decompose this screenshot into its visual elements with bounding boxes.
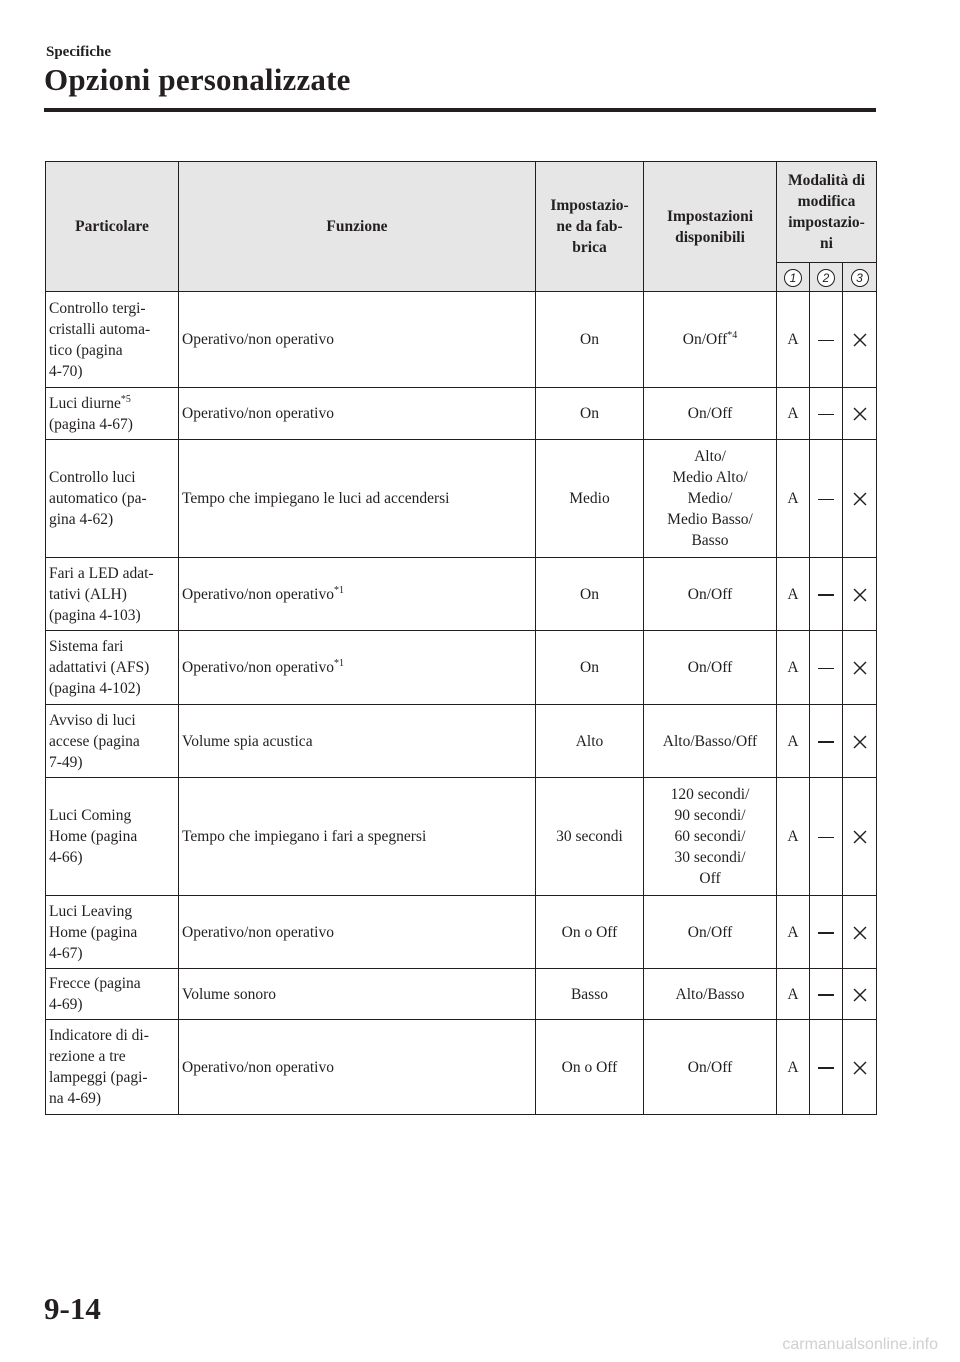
mode-2-header (810, 263, 843, 292)
available-line: Medio Alto/ (672, 469, 748, 486)
item-footnote: *5 (120, 393, 131, 405)
watermark: carmanualsonline.info (782, 1336, 938, 1353)
table-row (46, 1020, 877, 1115)
mode-1-header (777, 263, 810, 292)
cell-function (179, 969, 536, 1020)
cross-icon (852, 733, 868, 750)
cell-default: On o Off (536, 1020, 644, 1115)
cell-item (46, 440, 179, 558)
available-line: On/Off (687, 1058, 733, 1076)
item-line: Home (pagina (49, 923, 138, 941)
available-line: On/Off$^{*4}$ (682, 329, 738, 348)
available-line: 30 secondi/ (674, 849, 746, 866)
column-header-available (644, 162, 777, 292)
dash-mark (818, 594, 834, 596)
item-line: lampeggi (pagi- (49, 1069, 148, 1086)
cell-item (46, 896, 179, 969)
cell-function (179, 440, 536, 558)
available-line: 90 secondi/ (674, 807, 746, 824)
cell-default: On (536, 388, 644, 440)
available-line: 60 secondi/ (674, 828, 746, 845)
cell-mode-2 (810, 969, 843, 1020)
cell-function (179, 778, 536, 896)
column-header-function: Funzione (179, 162, 536, 292)
item-line: 4-69) (49, 996, 83, 1013)
function-text: Operativo/non operativo (182, 585, 334, 603)
cell-default: On o Off (536, 896, 644, 969)
function-text: Operativo/non operativo (182, 659, 334, 676)
table-body (46, 292, 877, 1115)
item-line: Avviso di luci (49, 711, 136, 729)
function-footnote: *1 (333, 657, 344, 669)
item-line: tico (pagina (49, 341, 123, 359)
cross-icon (852, 586, 868, 603)
available-footnote: *4 (727, 329, 738, 341)
cell-available (644, 558, 777, 631)
item-line: Luci Coming (49, 807, 132, 824)
cell-available (644, 440, 777, 558)
table-row (46, 705, 877, 778)
cell-available (644, 896, 777, 969)
cell-mode-1: A (777, 969, 810, 1020)
item-line: na 4-69) (49, 1090, 102, 1107)
available-line: On/Off (687, 923, 733, 941)
item-line: 4-70) (49, 362, 83, 380)
item-line: rezione a tre (49, 1048, 126, 1065)
cross-icon (852, 490, 868, 507)
cell-mode-3 (843, 388, 877, 440)
dash-mark (818, 414, 834, 416)
item-line: Fari a LED adat- (49, 564, 154, 582)
cell-item (46, 969, 179, 1020)
table-row (46, 778, 877, 896)
function-text: Operativo/non operativo (182, 1058, 334, 1076)
function-text: Operativo/non operativo (182, 331, 334, 348)
cell-default: On (536, 631, 644, 705)
cell-available (644, 778, 777, 896)
cell-mode-2 (810, 896, 843, 969)
item-line: Luci Leaving (49, 902, 133, 920)
available-line: On/Off (687, 659, 733, 676)
item-line: Sistema fari (49, 638, 124, 655)
dash-mark (818, 994, 834, 996)
column-header-available-line: Impostazioni (666, 207, 754, 225)
cross-icon (852, 331, 868, 348)
column-header-modes-line: ni (820, 235, 833, 252)
function-text: Operativo/non operativo (182, 405, 334, 422)
available-line: Off (699, 870, 721, 887)
cell-function (179, 1020, 536, 1115)
table-row (46, 631, 877, 705)
function-footnote: *1 (333, 584, 344, 596)
cell-function (179, 558, 536, 631)
item-line: (pagina 4-103) (49, 606, 141, 624)
column-header-modes-line: Modalità di (787, 172, 866, 189)
item-line: cristalli automa- (49, 320, 151, 338)
dash-mark (818, 837, 834, 839)
cell-available (644, 1020, 777, 1115)
cell-mode-3 (843, 631, 877, 705)
available-line: Alto/Basso/Off (662, 732, 758, 750)
function-text: Tempo che impiegano le luci ad accendersi (182, 490, 450, 507)
cell-mode-1: A (777, 558, 810, 631)
column-header-default-line: ne da fab- (556, 218, 623, 235)
cell-available (644, 631, 777, 705)
cell-mode-1: A (777, 705, 810, 778)
cross-icon (852, 405, 868, 422)
cell-item (46, 631, 179, 705)
cell-mode-1: A (777, 440, 810, 558)
cell-available (644, 292, 777, 388)
cell-item (46, 388, 179, 440)
function-text: Volume spia acustica (182, 732, 313, 750)
cell-mode-3 (843, 1020, 877, 1115)
table-row (46, 440, 877, 558)
available-line: Alto/Basso (675, 985, 745, 1003)
cell-default: On (536, 558, 644, 631)
cross-icon (852, 986, 868, 1003)
cross-icon (852, 828, 868, 845)
cell-mode-3 (843, 705, 877, 778)
item-line: Controllo luci (49, 469, 136, 486)
column-header-modes (777, 162, 877, 263)
cell-default: Basso (536, 969, 644, 1020)
cell-mode-2 (810, 388, 843, 440)
item-line: 7-49) (49, 753, 83, 771)
cell-mode-3 (843, 969, 877, 1020)
cell-mode-2 (810, 778, 843, 896)
cell-default: Alto (536, 705, 644, 778)
cell-mode-2 (810, 1020, 843, 1115)
table-header-row (46, 162, 877, 263)
dash-mark (818, 668, 834, 670)
cell-mode-1: A (777, 631, 810, 705)
mode-3-circled-number: 3 (851, 269, 869, 287)
item-line: Luci diurne$^{*5}$ (49, 393, 131, 412)
table-row (46, 558, 877, 631)
available-line: Alto/ (694, 448, 726, 465)
item-line: tativi (ALH) (49, 585, 127, 603)
cell-function (179, 388, 536, 440)
dash-mark (818, 340, 834, 342)
item-line: adattativi (AFS) (49, 659, 150, 676)
cell-mode-2 (810, 705, 843, 778)
cell-item (46, 705, 179, 778)
cell-function (179, 705, 536, 778)
cell-available (644, 705, 777, 778)
item-line: Indicatore di di- (49, 1027, 149, 1044)
cell-mode-1: A (777, 1020, 810, 1115)
item-line: accese (pagina (49, 732, 140, 750)
item-line: 4-67) (49, 944, 83, 962)
cross-icon (852, 659, 868, 676)
item-line: (pagina 4-67) (49, 415, 133, 433)
cell-mode-1: A (777, 778, 810, 896)
page-title: Opzioni personalizzate (44, 62, 351, 97)
available-line: On/Off (687, 585, 733, 603)
cell-item (46, 1020, 179, 1115)
dash-mark (818, 499, 834, 501)
item-line: 4-66) (49, 849, 83, 866)
column-header-default (536, 162, 644, 292)
column-header-modes-line: modifica (797, 193, 856, 210)
available-line: Medio Basso/ (667, 511, 753, 528)
cell-available (644, 388, 777, 440)
item-line: gina 4-62) (49, 511, 114, 528)
cell-mode-2 (810, 440, 843, 558)
cell-mode-3 (843, 292, 877, 388)
table-row (46, 292, 877, 388)
cell-item (46, 292, 179, 388)
mode-1-circled-number: 1 (784, 269, 802, 287)
title-divider (44, 108, 876, 112)
dash-mark (818, 741, 834, 743)
cell-mode-2 (810, 292, 843, 388)
cell-mode-3 (843, 896, 877, 969)
item-line: automatico (pa- (49, 490, 147, 507)
cross-icon (852, 924, 868, 941)
cell-default: 30 secondi (536, 778, 644, 896)
dash-mark (818, 1067, 834, 1069)
cell-item (46, 778, 179, 896)
cell-function (179, 631, 536, 705)
mode-2-circled-number: 2 (817, 269, 835, 287)
cell-default: On (536, 292, 644, 388)
cell-mode-1: A (777, 896, 810, 969)
cell-function (179, 896, 536, 969)
function-text: Tempo che impiegano i fari a spegnersi (182, 828, 427, 845)
function-text: Volume sonoro (182, 985, 277, 1003)
item-line: Home (pagina (49, 828, 138, 845)
item-line: (pagina 4-102) (49, 680, 141, 697)
cell-function (179, 292, 536, 388)
custom-options-table (45, 161, 877, 1115)
cell-mode-3 (843, 440, 877, 558)
cell-item (46, 558, 179, 631)
dash-mark (818, 932, 834, 934)
cell-default: Medio (536, 440, 644, 558)
column-header-item: Particolare (46, 162, 179, 292)
page-number: 9-14 (44, 1291, 101, 1326)
cross-icon (852, 1059, 868, 1076)
column-header-available-line: disponibili (675, 228, 745, 246)
column-header-default-line: brica (572, 239, 607, 256)
available-line: Basso (691, 532, 729, 549)
item-line: Controllo tergi- (49, 299, 146, 317)
section-label: Specifiche (46, 44, 111, 60)
table-row (46, 969, 877, 1020)
cell-mode-2 (810, 631, 843, 705)
cell-mode-1: A (777, 292, 810, 388)
cell-mode-3 (843, 778, 877, 896)
mode-3-header (843, 263, 877, 292)
function-text: Operativo/non operativo (182, 923, 334, 941)
available-line: On/Off (687, 405, 733, 422)
cell-mode-3 (843, 558, 877, 631)
item-line: Frecce (pagina (49, 975, 141, 992)
cell-mode-2 (810, 558, 843, 631)
available-line: Medio/ (687, 490, 733, 507)
available-line: 120 secondi/ (670, 786, 750, 803)
cell-mode-1: A (777, 388, 810, 440)
cell-available (644, 969, 777, 1020)
column-header-default-line: Impostazio- (550, 197, 629, 214)
table-row (46, 388, 877, 440)
column-header-modes-line: impostazio- (788, 214, 865, 231)
table-row (46, 896, 877, 969)
